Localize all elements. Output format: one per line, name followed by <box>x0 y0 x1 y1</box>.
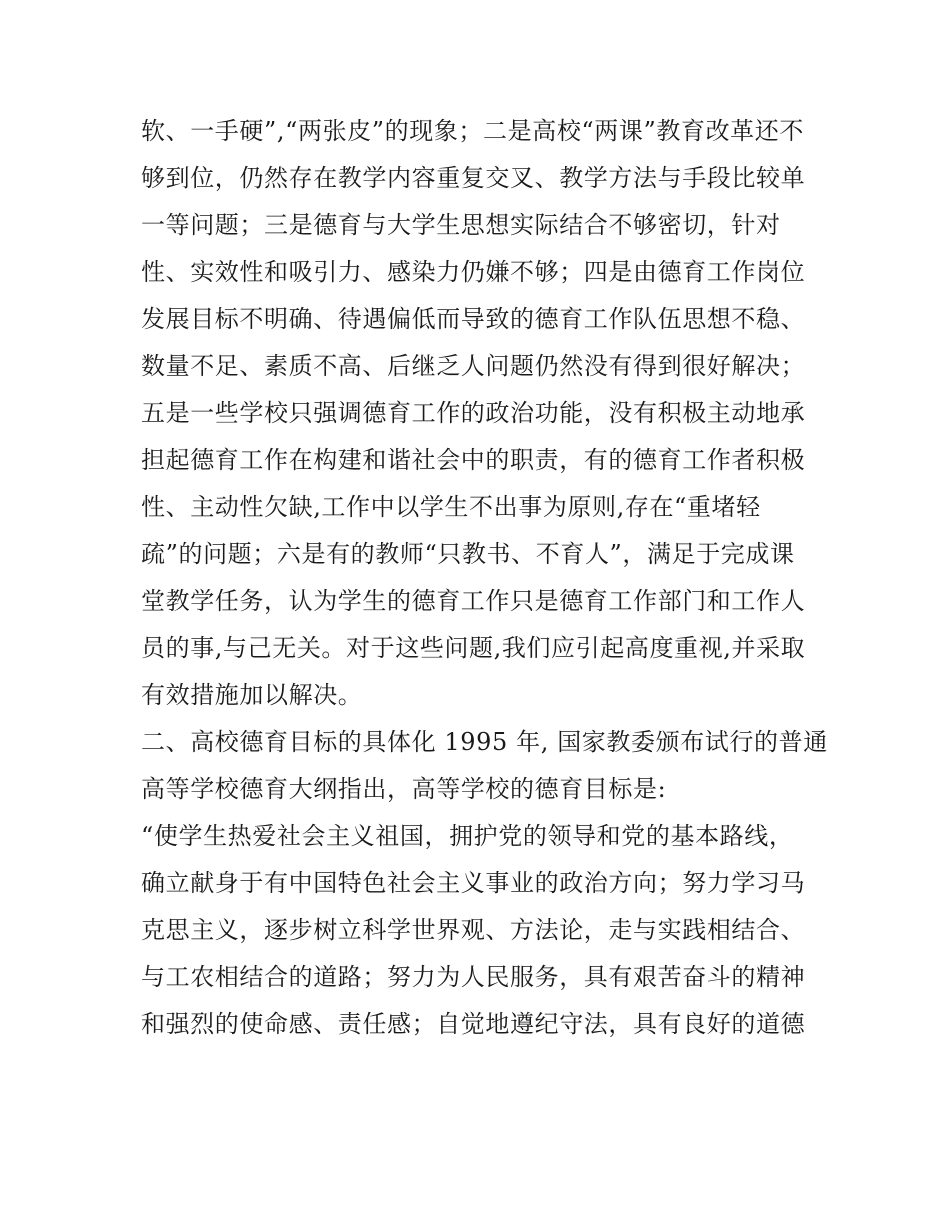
text-line: 有效措施加以解决。 <box>141 681 363 709</box>
text-line: 性、主动性欠缺,工作中以学生不出事为原则,存在“重堵轻 <box>141 493 761 521</box>
text-line: 够到位，仍然存在教学内容重复交叉、教学方法与手段比较单 <box>141 164 806 192</box>
text-line: 性、实效性和吸引力、感染力仍嫌不够；四是由德育工作岗位 <box>141 258 806 286</box>
text-line: 员的事,与己无关。对于这些问题,我们应引起高度重视,并采取 <box>141 634 806 662</box>
text-line: 发展目标不明确、待遇偏低而导致的德育工作队伍思想不稳、 <box>141 305 806 333</box>
text-line: 担起德育工作在构建和谐社会中的职责，有的德育工作者积极 <box>141 446 806 474</box>
text-line: 数量不足、素质不高、后继乏人问题仍然没有得到很好解决； <box>141 352 806 380</box>
quote-line: 与工农相结合的道路；努力为人民服务，具有艰苦奋斗的精神 <box>141 963 806 991</box>
text-line: 疏”的问题；六是有的教师“只教书、不育人”，满足于完成课 <box>141 540 795 568</box>
text-line: 五是一些学校只强调德育工作的政治功能，没有积极主动地承 <box>141 399 806 427</box>
text-line: 软、一手硬”,“两张皮”的现象；二是高校“两课”教育改革还不 <box>141 117 804 145</box>
quote-line: 和强烈的使命感、责任感；自觉地遵纪守法，具有良好的道德 <box>141 1010 806 1038</box>
quote-line: 克思主义，逐步树立科学世界观、方法论，走与实践相结合、 <box>141 916 806 944</box>
section-heading-line: 二、高校德育目标的具体化 1995 年, 国家教委颁布试行的普通 <box>141 728 828 756</box>
body-text <box>141 108 831 1048</box>
text-line: 一等问题；三是德育与大学生思想实际结合不够密切，针对 <box>141 211 781 239</box>
quote-line: 确立献身于有中国特色社会主义事业的政治方向；努力学习马 <box>141 869 806 897</box>
text-line: 堂教学任务，认为学生的德育工作只是德育工作部门和工作人 <box>141 587 806 615</box>
quote-line: “使学生热爱社会主义祖国，拥护党的领导和党的基本路线， <box>141 822 794 850</box>
text-line: 高等学校德育大纲指出，高等学校的德育目标是: <box>141 775 667 803</box>
